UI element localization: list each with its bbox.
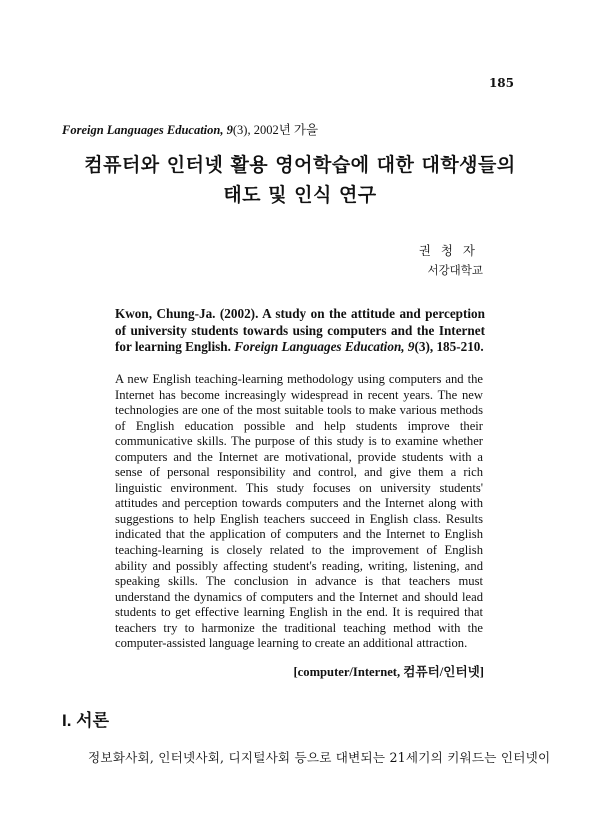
journal-header [62,120,318,138]
citation-main: Kwon, Chung-Ja. (2002). A study on the attitude and perception of university students towards using computers and the Internet for learning English. [115,306,485,354]
author-name: 권 청 자 [418,243,478,258]
page-number: 185 [488,76,514,90]
paper-title-line-1: 컴퓨터와 인터넷 활용 영어학습에 대한 대학생들의 [84,154,516,176]
abstract: A new English teaching-learning methodology using computers and the Internet has become increasingly widespread in recent years. The new technologies are one of the most suitable tools to make various methods of English education possible and help students improve their communicative skills. The purpose of this study is to examine whether computers and the Internet are motivational, provide students with a sense of personal responsibility and control, and give them a rich linguistic environment. This study focuses on university students' attitudes and perception towards computers and the Internet along with suggestions to help English teachers succeed in English class. Results indicated that the application of computers and the Internet to English teaching-learning is closely related to the improvement of English ability and possibly affecting student's reading, writing, listening, and speaking skills. The conclusion in advance is that teachers must understand the dynamics of computers and the Internet and should lead students to get effective learning English in the end. It is required that teachers try to harmonize the traditional teaching method with the computer-assisted language learning to create an additional attraction. [115,372,483,651]
paper-title-line-2: 태도 및 인식 연구 [223,184,377,206]
body-first-line: 정보화사회, 인터넷사회, 디지털사회 등으로 대변되는 21세기의 키워드는 인터넷이 [88,750,551,765]
section-heading: I. 서론 [62,711,110,730]
citation-journal: Foreign Languages Education, 9 [234,339,415,354]
journal-volume: 9 [226,123,233,137]
journal-issue-year: (3), 2002년 가을 [232,123,319,137]
keywords: [computer/Internet, 컴퓨터/인터넷] [293,665,484,679]
author-affiliation: 서강대학교 [427,263,483,277]
citation-pages: (3), 185-210. [414,339,484,354]
citation [115,306,485,356]
journal-name: Foreign Languages Education, [62,123,224,137]
